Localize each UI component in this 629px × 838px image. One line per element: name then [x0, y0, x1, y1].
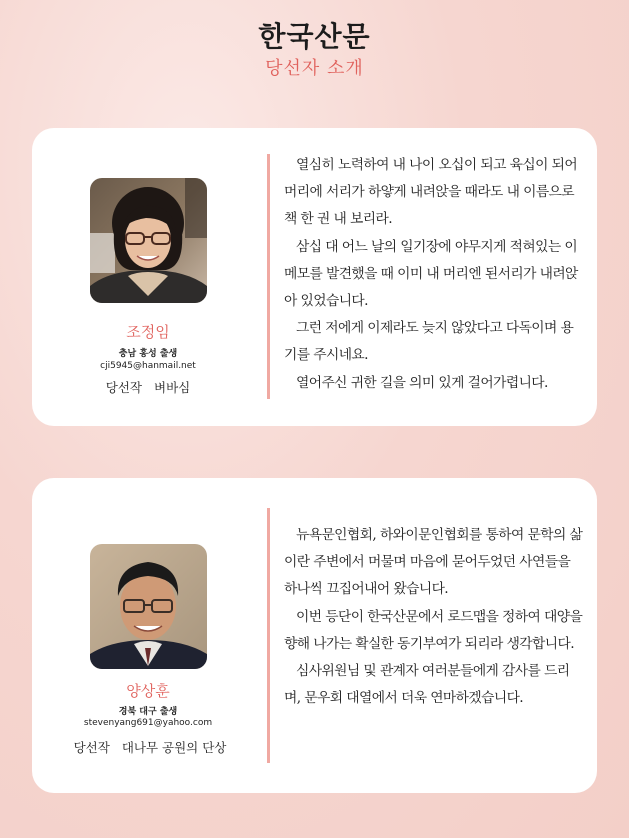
winner-statement [284, 522, 584, 712]
award-label: 당선작 [105, 380, 142, 395]
winner-award [40, 738, 260, 756]
winner-email: cji5945@hanmail.net [100, 361, 196, 371]
card-divider [267, 154, 270, 399]
winner-photo [90, 544, 207, 669]
winner-email: stevenyang691@yahoo.com [83, 718, 213, 728]
winner-statement [284, 152, 584, 397]
card-divider [267, 508, 270, 763]
statement-paragraph: 열심히 노력하여 내 나이 오십이 되고 육십이 되어 머리에 서리가 하얗게 내려앉을 때라도 내 이름으로 책 한 권 내 보리라. [284, 157, 578, 228]
section-subtitle: 당선자 소개 [265, 58, 364, 79]
winner-name: 양상훈 [126, 682, 170, 700]
statement-paragraph: 이번 등단이 한국산문에서 로드맵을 정하여 대양을 향해 나가는 확실한 동기부여가 되리라 생각합니다. [284, 608, 583, 652]
winner-card-2 [32, 478, 597, 793]
winner-origin: 충남 홍성 출생 [118, 349, 178, 359]
winner-card-1 [32, 128, 597, 426]
portrait-woman-image [90, 178, 207, 303]
statement-paragraph: 삼십 대 어느 날의 일기장에 야무지게 적혀있는 이 메모를 발견했을 때 이미 내 머리엔 된서리가 내려앉아 있었습니다. [284, 238, 578, 310]
statement-paragraph: 열어주신 귀한 길을 의미 있게 걸어가렵니다. [296, 374, 548, 391]
statement-paragraph: 그런 저에게 이제라도 늦지 않았다고 다독이며 용기를 주시네요. [284, 320, 574, 364]
award-title: 벼바심 [154, 380, 191, 395]
winner-photo [90, 178, 207, 303]
portrait-man-image [90, 544, 207, 669]
magazine-title: 한국산문 [258, 20, 371, 53]
winner-origin: 경북 대구 출생 [118, 707, 178, 717]
winner-name: 조정임 [126, 323, 170, 341]
statement-paragraph: 심사위원님 및 관계자 여러분들에게 감사를 드리며, 문우회 대열에서 더욱 연마하겠습니다. [284, 663, 570, 707]
award-label: 당선작 [73, 740, 110, 755]
page-header [0, 20, 629, 80]
statement-paragraph: 뉴욕문인협회, 하와이문인협회를 통하여 문학의 삶이란 주변에서 머물며 마음에 묻어두었던 사연들을 하나씩 끄집어내어 왔습니다. [284, 527, 583, 598]
winner-award [38, 378, 258, 396]
award-title: 대나무 공원의 단상 [121, 740, 227, 755]
